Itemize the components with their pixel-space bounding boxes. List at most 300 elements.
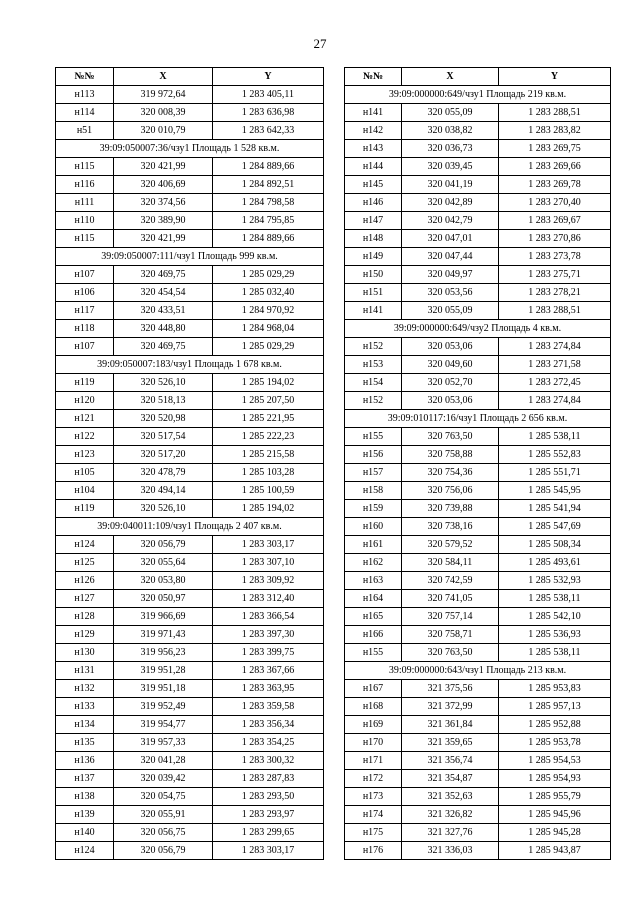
y-coordinate-cell: 1 283 269,66 — [499, 158, 611, 176]
y-coordinate-cell: 1 285 955,79 — [499, 788, 611, 806]
x-coordinate-cell: 320 056,79 — [114, 842, 213, 860]
x-coordinate-cell: 320 406,69 — [114, 176, 213, 194]
x-coordinate-cell: 320 754,36 — [402, 464, 499, 482]
table-row — [56, 464, 324, 482]
y-coordinate-cell: 1 285 532,93 — [499, 572, 611, 590]
y-coordinate-cell: 1 285 194,02 — [213, 374, 324, 392]
y-coordinate-cell: 1 284 892,51 — [213, 176, 324, 194]
y-coordinate-cell: 1 285 029,29 — [213, 338, 324, 356]
section-heading-row — [345, 410, 611, 428]
table-row — [56, 194, 324, 212]
x-coordinate-cell: 320 517,20 — [114, 446, 213, 464]
y-coordinate-cell: 1 283 303,17 — [213, 536, 324, 554]
x-coordinate-cell: 320 763,50 — [402, 428, 499, 446]
x-coordinate-cell: 320 478,79 — [114, 464, 213, 482]
x-coordinate-cell: 320 738,16 — [402, 518, 499, 536]
table-row — [56, 482, 324, 500]
table-row — [345, 788, 611, 806]
coordinates-table-right — [344, 67, 611, 860]
table-row — [345, 734, 611, 752]
x-coordinate-cell: 319 951,28 — [114, 662, 213, 680]
point-number-cell: н140 — [56, 824, 114, 842]
table-row — [56, 572, 324, 590]
y-coordinate-cell: 1 285 029,29 — [213, 266, 324, 284]
table-row — [345, 698, 611, 716]
point-number-cell: н119 — [56, 374, 114, 392]
y-coordinate-cell: 1 283 270,40 — [499, 194, 611, 212]
x-coordinate-cell: 319 954,77 — [114, 716, 213, 734]
x-coordinate-cell: 320 039,45 — [402, 158, 499, 176]
y-coordinate-cell: 1 283 272,45 — [499, 374, 611, 392]
y-coordinate-cell: 1 283 300,32 — [213, 752, 324, 770]
table-row — [56, 500, 324, 518]
y-coordinate-cell: 1 285 943,87 — [499, 842, 611, 860]
y-coordinate-cell: 1 283 287,83 — [213, 770, 324, 788]
x-coordinate-cell: 320 052,70 — [402, 374, 499, 392]
x-coordinate-cell: 320 758,71 — [402, 626, 499, 644]
point-number-cell: н115 — [56, 158, 114, 176]
point-number-cell: н155 — [345, 428, 402, 446]
point-number-cell: н51 — [56, 122, 114, 140]
table-row — [56, 752, 324, 770]
header-y: Y — [213, 68, 324, 86]
y-coordinate-cell: 1 283 359,58 — [213, 698, 324, 716]
table-row — [345, 680, 611, 698]
y-coordinate-cell: 1 283 312,40 — [213, 590, 324, 608]
y-coordinate-cell: 1 283 269,78 — [499, 176, 611, 194]
table-row — [345, 554, 611, 572]
x-coordinate-cell: 320 742,59 — [402, 572, 499, 590]
y-coordinate-cell: 1 284 889,66 — [213, 230, 324, 248]
table-row — [345, 716, 611, 734]
x-coordinate-cell: 321 372,99 — [402, 698, 499, 716]
y-coordinate-cell: 1 283 366,54 — [213, 608, 324, 626]
table-row — [345, 266, 611, 284]
y-coordinate-cell: 1 283 303,17 — [213, 842, 324, 860]
table-row — [345, 752, 611, 770]
table-row — [345, 338, 611, 356]
table-row — [56, 770, 324, 788]
y-coordinate-cell: 1 285 954,53 — [499, 752, 611, 770]
x-coordinate-cell: 320 008,39 — [114, 104, 213, 122]
section-heading: 39:09:050007:183/чзу1 Площадь 1 678 кв.м. — [56, 356, 324, 374]
point-number-cell: н125 — [56, 554, 114, 572]
point-number-cell: н131 — [56, 662, 114, 680]
point-number-cell: н124 — [56, 536, 114, 554]
point-number-cell: н170 — [345, 734, 402, 752]
point-number-cell: н121 — [56, 410, 114, 428]
x-coordinate-cell: 319 971,43 — [114, 626, 213, 644]
table-row — [56, 734, 324, 752]
point-number-cell: н165 — [345, 608, 402, 626]
x-coordinate-cell: 320 055,09 — [402, 302, 499, 320]
table-row — [56, 266, 324, 284]
table-row — [345, 446, 611, 464]
y-coordinate-cell: 1 283 274,84 — [499, 338, 611, 356]
point-number-cell: н146 — [345, 194, 402, 212]
point-number-cell: н123 — [56, 446, 114, 464]
y-coordinate-cell: 1 284 889,66 — [213, 158, 324, 176]
point-number-cell: н176 — [345, 842, 402, 860]
point-number-cell: н136 — [56, 752, 114, 770]
x-coordinate-cell: 320 454,54 — [114, 284, 213, 302]
header-x: X — [114, 68, 213, 86]
x-coordinate-cell: 320 050,97 — [114, 590, 213, 608]
point-number-cell: н153 — [345, 356, 402, 374]
y-coordinate-cell: 1 283 299,65 — [213, 824, 324, 842]
point-number-cell: н159 — [345, 500, 402, 518]
point-number-cell: н114 — [56, 104, 114, 122]
point-number-cell: н175 — [345, 824, 402, 842]
point-number-cell: н139 — [56, 806, 114, 824]
table-row — [345, 572, 611, 590]
table-row — [345, 806, 611, 824]
y-coordinate-cell: 1 285 953,83 — [499, 680, 611, 698]
x-coordinate-cell: 320 469,75 — [114, 338, 213, 356]
y-coordinate-cell: 1 283 269,67 — [499, 212, 611, 230]
section-heading-row — [345, 86, 611, 104]
table-row — [56, 374, 324, 392]
x-coordinate-cell: 320 039,42 — [114, 770, 213, 788]
table-row — [56, 392, 324, 410]
y-coordinate-cell: 1 283 363,95 — [213, 680, 324, 698]
table-header-row — [56, 68, 324, 86]
table-row — [345, 230, 611, 248]
section-heading: 39:09:040011:109/чзу1 Площадь 2 407 кв.м. — [56, 518, 324, 536]
x-coordinate-cell: 320 741,05 — [402, 590, 499, 608]
y-coordinate-cell: 1 283 307,10 — [213, 554, 324, 572]
y-coordinate-cell: 1 284 968,04 — [213, 320, 324, 338]
point-number-cell: н137 — [56, 770, 114, 788]
point-number-cell: н116 — [56, 176, 114, 194]
x-coordinate-cell: 320 041,19 — [402, 176, 499, 194]
point-number-cell: н157 — [345, 464, 402, 482]
x-coordinate-cell: 320 433,51 — [114, 302, 213, 320]
x-coordinate-cell: 321 375,56 — [402, 680, 499, 698]
point-number-cell: н135 — [56, 734, 114, 752]
table-row — [345, 644, 611, 662]
x-coordinate-cell: 320 584,11 — [402, 554, 499, 572]
y-coordinate-cell: 1 283 397,30 — [213, 626, 324, 644]
table-row — [56, 320, 324, 338]
table-row — [345, 356, 611, 374]
y-coordinate-cell: 1 283 288,51 — [499, 104, 611, 122]
point-number-cell: н132 — [56, 680, 114, 698]
table-row — [56, 788, 324, 806]
point-number-cell: н166 — [345, 626, 402, 644]
point-number-cell: н129 — [56, 626, 114, 644]
x-coordinate-cell: 320 053,80 — [114, 572, 213, 590]
x-coordinate-cell: 319 951,18 — [114, 680, 213, 698]
y-coordinate-cell: 1 283 271,58 — [499, 356, 611, 374]
section-heading-row — [56, 518, 324, 536]
x-coordinate-cell: 320 047,44 — [402, 248, 499, 266]
y-coordinate-cell: 1 285 508,34 — [499, 536, 611, 554]
table-row — [56, 536, 324, 554]
x-coordinate-cell: 320 518,13 — [114, 392, 213, 410]
table-row — [345, 518, 611, 536]
point-number-cell: н128 — [56, 608, 114, 626]
x-coordinate-cell: 320 054,75 — [114, 788, 213, 806]
table-row — [56, 680, 324, 698]
y-coordinate-cell: 1 283 270,86 — [499, 230, 611, 248]
point-number-cell: н130 — [56, 644, 114, 662]
y-coordinate-cell: 1 285 221,95 — [213, 410, 324, 428]
point-number-cell: н143 — [345, 140, 402, 158]
page-number: 27 — [313, 36, 327, 51]
x-coordinate-cell: 320 053,56 — [402, 284, 499, 302]
table-row — [56, 122, 324, 140]
y-coordinate-cell: 1 285 551,71 — [499, 464, 611, 482]
point-number-cell: н163 — [345, 572, 402, 590]
y-coordinate-cell: 1 283 278,21 — [499, 284, 611, 302]
y-coordinate-cell: 1 285 545,95 — [499, 482, 611, 500]
x-coordinate-cell: 320 763,50 — [402, 644, 499, 662]
y-coordinate-cell: 1 285 552,83 — [499, 446, 611, 464]
y-coordinate-cell: 1 283 356,34 — [213, 716, 324, 734]
x-coordinate-cell: 320 526,10 — [114, 500, 213, 518]
point-number-cell: н161 — [345, 536, 402, 554]
table-header-row — [345, 68, 611, 86]
table-row — [345, 626, 611, 644]
point-number-cell: н145 — [345, 176, 402, 194]
table-row — [345, 824, 611, 842]
table-row — [345, 428, 611, 446]
point-number-cell: н144 — [345, 158, 402, 176]
x-coordinate-cell: 321 352,63 — [402, 788, 499, 806]
table-row — [345, 122, 611, 140]
table-row — [345, 248, 611, 266]
section-heading-row — [56, 356, 324, 374]
y-coordinate-cell: 1 283 367,66 — [213, 662, 324, 680]
header-point-number: №№ — [56, 68, 114, 86]
point-number-cell: н122 — [56, 428, 114, 446]
table-row — [345, 104, 611, 122]
x-coordinate-cell: 320 055,09 — [402, 104, 499, 122]
section-heading-row — [345, 320, 611, 338]
x-coordinate-cell: 321 354,87 — [402, 770, 499, 788]
x-coordinate-cell: 320 756,06 — [402, 482, 499, 500]
x-coordinate-cell: 320 047,01 — [402, 230, 499, 248]
table-row — [345, 140, 611, 158]
y-coordinate-cell: 1 284 798,58 — [213, 194, 324, 212]
table-row — [56, 806, 324, 824]
x-coordinate-cell: 320 758,88 — [402, 446, 499, 464]
table-body-left — [56, 86, 324, 860]
y-coordinate-cell: 1 284 970,92 — [213, 302, 324, 320]
x-coordinate-cell: 319 952,49 — [114, 698, 213, 716]
x-coordinate-cell: 320 526,10 — [114, 374, 213, 392]
x-coordinate-cell: 320 421,99 — [114, 158, 213, 176]
table-row — [345, 536, 611, 554]
table-row — [345, 608, 611, 626]
section-heading: 39:09:050007:36/чзу1 Площадь 1 528 кв.м. — [56, 140, 324, 158]
point-number-cell: н148 — [345, 230, 402, 248]
header-point-number: №№ — [345, 68, 402, 86]
point-number-cell: н134 — [56, 716, 114, 734]
x-coordinate-cell: 320 448,80 — [114, 320, 213, 338]
point-number-cell: н111 — [56, 194, 114, 212]
point-number-cell: н150 — [345, 266, 402, 284]
point-number-cell: н105 — [56, 464, 114, 482]
x-coordinate-cell: 321 326,82 — [402, 806, 499, 824]
section-heading: 39:09:050007:111/чзу1 Площадь 999 кв.м. — [56, 248, 324, 266]
x-coordinate-cell: 320 041,28 — [114, 752, 213, 770]
y-coordinate-cell: 1 283 293,50 — [213, 788, 324, 806]
point-number-cell: н158 — [345, 482, 402, 500]
x-coordinate-cell: 320 421,99 — [114, 230, 213, 248]
point-number-cell: н119 — [56, 500, 114, 518]
point-number-cell: н124 — [56, 842, 114, 860]
point-number-cell: н120 — [56, 392, 114, 410]
x-coordinate-cell: 320 042,79 — [402, 212, 499, 230]
point-number-cell: н168 — [345, 698, 402, 716]
y-coordinate-cell: 1 285 954,93 — [499, 770, 611, 788]
y-coordinate-cell: 1 283 273,78 — [499, 248, 611, 266]
x-coordinate-cell: 320 494,14 — [114, 482, 213, 500]
y-coordinate-cell: 1 285 100,59 — [213, 482, 324, 500]
point-number-cell: н141 — [345, 302, 402, 320]
x-coordinate-cell: 320 469,75 — [114, 266, 213, 284]
x-coordinate-cell: 320 042,89 — [402, 194, 499, 212]
x-coordinate-cell: 319 956,23 — [114, 644, 213, 662]
point-number-cell: н173 — [345, 788, 402, 806]
y-coordinate-cell: 1 285 538,11 — [499, 644, 611, 662]
table-row — [56, 410, 324, 428]
point-number-cell: н117 — [56, 302, 114, 320]
y-coordinate-cell: 1 283 636,98 — [213, 104, 324, 122]
table-row — [345, 590, 611, 608]
table-row — [56, 302, 324, 320]
table-row — [56, 698, 324, 716]
y-coordinate-cell: 1 283 354,25 — [213, 734, 324, 752]
point-number-cell: н126 — [56, 572, 114, 590]
point-number-cell: н160 — [345, 518, 402, 536]
point-number-cell: н149 — [345, 248, 402, 266]
point-number-cell: н110 — [56, 212, 114, 230]
x-coordinate-cell: 321 361,84 — [402, 716, 499, 734]
point-number-cell: н142 — [345, 122, 402, 140]
table-row — [345, 392, 611, 410]
y-coordinate-cell: 1 283 642,33 — [213, 122, 324, 140]
table-row — [56, 716, 324, 734]
point-number-cell: н106 — [56, 284, 114, 302]
y-coordinate-cell: 1 283 399,75 — [213, 644, 324, 662]
table-row — [345, 194, 611, 212]
table-row — [345, 374, 611, 392]
x-coordinate-cell: 320 055,64 — [114, 554, 213, 572]
table-row — [345, 176, 611, 194]
table-row — [56, 284, 324, 302]
x-coordinate-cell: 320 049,97 — [402, 266, 499, 284]
y-coordinate-cell: 1 285 032,40 — [213, 284, 324, 302]
section-heading: 39:09:000000:649/чзу2 Площадь 4 кв.м. — [345, 320, 611, 338]
table-row — [345, 770, 611, 788]
point-number-cell: н169 — [345, 716, 402, 734]
table-row — [56, 428, 324, 446]
header-x: X — [402, 68, 499, 86]
section-heading: 39:09:010117:16/чзу1 Площадь 2 656 кв.м. — [345, 410, 611, 428]
y-coordinate-cell: 1 283 269,75 — [499, 140, 611, 158]
point-number-cell: н104 — [56, 482, 114, 500]
x-coordinate-cell: 320 056,75 — [114, 824, 213, 842]
table-row — [56, 158, 324, 176]
x-coordinate-cell: 319 957,33 — [114, 734, 213, 752]
x-coordinate-cell: 319 972,64 — [114, 86, 213, 104]
table-row — [345, 212, 611, 230]
x-coordinate-cell: 320 053,06 — [402, 338, 499, 356]
y-coordinate-cell: 1 283 274,84 — [499, 392, 611, 410]
point-number-cell: н118 — [56, 320, 114, 338]
table-row — [345, 284, 611, 302]
point-number-cell: н171 — [345, 752, 402, 770]
x-coordinate-cell: 321 336,03 — [402, 842, 499, 860]
table-row — [56, 230, 324, 248]
y-coordinate-cell: 1 283 405,11 — [213, 86, 324, 104]
table-row — [56, 644, 324, 662]
table-row — [56, 446, 324, 464]
x-coordinate-cell: 320 757,14 — [402, 608, 499, 626]
point-number-cell: н151 — [345, 284, 402, 302]
point-number-cell: н172 — [345, 770, 402, 788]
point-number-cell: н113 — [56, 86, 114, 104]
y-coordinate-cell: 1 285 493,61 — [499, 554, 611, 572]
section-heading: 39:09:000000:643/чзу1 Площадь 213 кв.м. — [345, 662, 611, 680]
table-row — [56, 662, 324, 680]
point-number-cell: н133 — [56, 698, 114, 716]
x-coordinate-cell: 321 327,76 — [402, 824, 499, 842]
point-number-cell: н115 — [56, 230, 114, 248]
x-coordinate-cell: 321 359,65 — [402, 734, 499, 752]
point-number-cell: н164 — [345, 590, 402, 608]
table-row — [56, 590, 324, 608]
y-coordinate-cell: 1 285 952,88 — [499, 716, 611, 734]
table-row — [56, 212, 324, 230]
y-coordinate-cell: 1 285 538,11 — [499, 428, 611, 446]
x-coordinate-cell: 320 374,56 — [114, 194, 213, 212]
table-row — [345, 500, 611, 518]
y-coordinate-cell: 1 283 309,92 — [213, 572, 324, 590]
header-y: Y — [499, 68, 611, 86]
y-coordinate-cell: 1 285 207,50 — [213, 392, 324, 410]
x-coordinate-cell: 320 010,79 — [114, 122, 213, 140]
table-row — [56, 824, 324, 842]
y-coordinate-cell: 1 283 293,97 — [213, 806, 324, 824]
point-number-cell: н107 — [56, 338, 114, 356]
point-number-cell: н155 — [345, 644, 402, 662]
coordinates-table-left — [55, 67, 324, 860]
point-number-cell: н127 — [56, 590, 114, 608]
x-coordinate-cell: 320 739,88 — [402, 500, 499, 518]
y-coordinate-cell: 1 284 795,85 — [213, 212, 324, 230]
table-body-right — [345, 86, 611, 860]
y-coordinate-cell: 1 285 538,11 — [499, 590, 611, 608]
section-heading-row — [345, 662, 611, 680]
point-number-cell: н152 — [345, 338, 402, 356]
x-coordinate-cell: 320 038,82 — [402, 122, 499, 140]
table-row — [56, 842, 324, 860]
point-number-cell: н152 — [345, 392, 402, 410]
y-coordinate-cell: 1 285 215,58 — [213, 446, 324, 464]
x-coordinate-cell: 320 389,90 — [114, 212, 213, 230]
section-heading-row — [56, 140, 324, 158]
table-row — [345, 464, 611, 482]
table-row — [345, 302, 611, 320]
section-heading-row — [56, 248, 324, 266]
x-coordinate-cell: 320 517,54 — [114, 428, 213, 446]
y-coordinate-cell: 1 283 288,51 — [499, 302, 611, 320]
x-coordinate-cell: 319 966,69 — [114, 608, 213, 626]
